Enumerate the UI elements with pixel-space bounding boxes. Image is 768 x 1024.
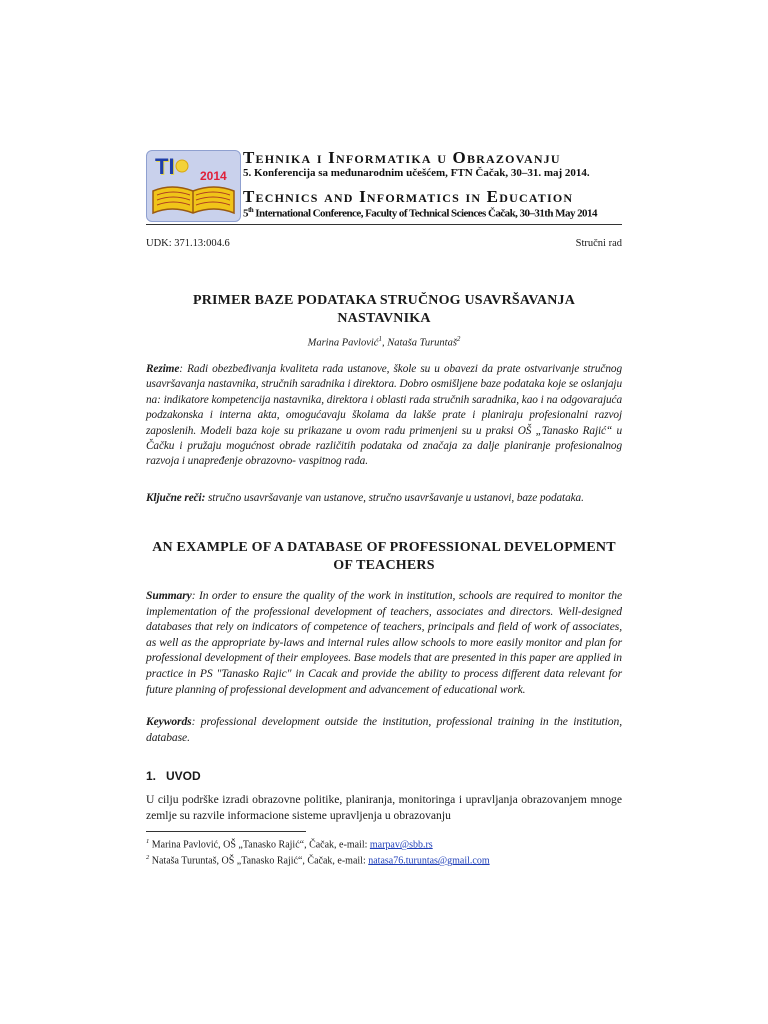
- footnote: $^1$ Marina Pavlović, OŠ „Tanasko Rajić“, Čačak, e-mail: marpav@sbb.rs: [146, 838, 433, 851]
- email-link[interactable]: marpav@sbb.rs: [369, 839, 433, 851]
- footnote-divider: [146, 831, 306, 832]
- footnotes: [146, 836, 490, 868]
- conference-title-sr: Tehnika i Informatika u Obrazovanju: [243, 148, 561, 167]
- abstract-en: Summary: In order to ensure the quality of the work in institution, schools are required to monitor the implementation of the professional development of teachers, associates and directors. Well-designed databases that rely on indicators of competence of teachers, principals and field of work of associates, as well as the appropriate by-laws and internal rules allow schools to more easily monitor and plan for professional development of their employees. Base models that are presented in this paper are applied in practice in PS "Tanasko Rajic" in Cacak and provide the ability to process different data relevant for future planning of professional development and advancement of educational work.: [146, 589, 622, 696]
- author-name: Nataša Turuntaš: [387, 337, 457, 349]
- section-body: U cilju podrške izradi obrazovne politike, planiranja, monitoringa i upravljanja obrazovanjem mnoge zemlje su razvile informacione sisteme upravljenja u obrazovanju: [146, 793, 622, 822]
- abstract-en-label: Summary: [146, 589, 192, 602]
- conference-logo: [146, 150, 241, 222]
- conference-subtitle-en: 5th International Conference, Faculty of Technical Sciences Čačak, 30–31th May 2014: [243, 206, 597, 220]
- paper-title-sr: PRIMER BAZE PODATAKA STRUČNOG USAVRŠAVANJA NASTAVNIKA: [192, 293, 576, 326]
- logo-year: 2014: [200, 169, 227, 183]
- paper-title-en: AN EXAMPLE OF A DATABASE OF PROFESSIONAL DEVELOPMENT OF TEACHERS: [152, 540, 616, 573]
- conference-subtitle-sr: 5. Konferencija sa međunarodnim učešćem, FTN Čačak, 30–31. maj 2014.: [243, 167, 590, 179]
- author-name: Marina Pavlović: [307, 337, 379, 349]
- abstract-sr-label: Rezime: [146, 363, 180, 375]
- logo-text: TI: [155, 154, 175, 179]
- document-type: Stručni rad: [575, 238, 622, 249]
- udk-code: UDK: 371.13:004.6: [146, 238, 230, 249]
- keywords-sr: Ključne reči: stručno usavršavanje van ustanove, stručno usavršavanje u ustanovi, baze podataka.: [146, 492, 584, 504]
- header-divider: [146, 224, 622, 225]
- conference-title-en: Technics and Informatics in Education: [243, 187, 574, 206]
- section-heading: 1. UVOD: [146, 769, 201, 783]
- keywords-en: Keywords: professional development outside the institution, professional training in the institution, database.: [146, 715, 622, 744]
- authors: Marina Pavlović$^1$, Nataša Turuntaš$^2$: [307, 335, 461, 349]
- keywords-sr-label: Ključne reči:: [146, 492, 206, 504]
- email-link[interactable]: natasa76.turuntas@gmail.com: [368, 855, 490, 867]
- keywords-en-label: Keywords: [146, 715, 192, 728]
- abstract-sr: Rezime: Radi obezbeđivanja kvaliteta rada ustanove, škole su u obavezi da prate ostvarivanje stručnog usavršavanja nastavnika, stručnih saradnika i direktora. Dobro osmišljene baze podataka koje se oslanjaju na: indikatore kompetencija nastavnika, direktora i oblasti rada stručnih saradnika, kao i na odgovarajuća podzakonska i interna akta, omogućavaju školama da lakše prate i planiraju profesionalni razvoj zaposlenih. Modeli baza koje su prikazane u ovom radu primenjeni su u praksi OŠ „Tanasko Rajić“ u Čačku i pružaju mogućnost obrade različitih podataka od značaja za dalje planiranje profesionalnog razvoja i unapređenje obrazovno- vaspitnog rada.: [146, 363, 622, 468]
- footnote: $^2$ Nataša Turuntaš, OŠ „Tanasko Rajić“, Čačak, e-mail: natasa76.turuntas@gmail.com: [146, 853, 490, 867]
